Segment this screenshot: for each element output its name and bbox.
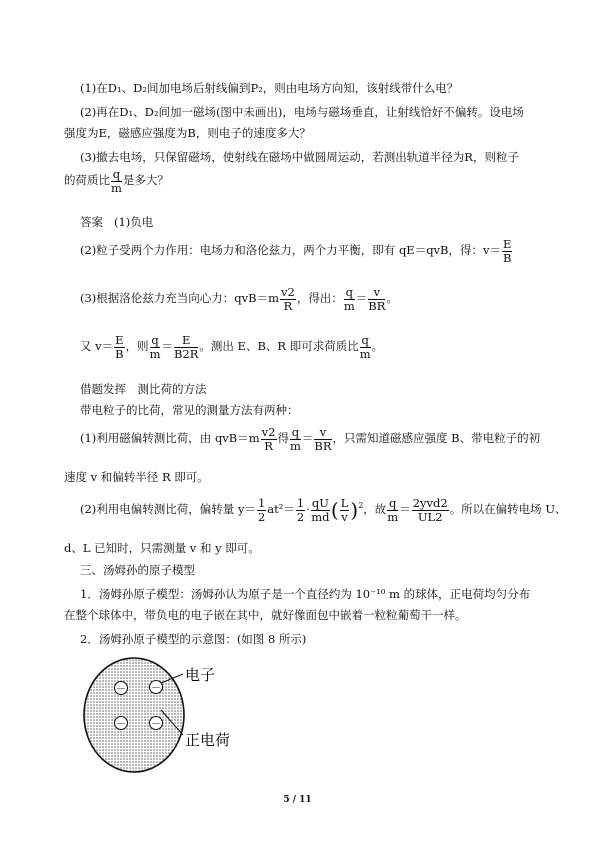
fraction-l-over-v: $\frac{L}{v}$ xyxy=(340,495,349,524)
answer-1: (1)负电 xyxy=(113,215,154,229)
right-paren: ) xyxy=(350,498,359,522)
fraction-one-half: $\frac{1}{2}$ xyxy=(296,495,305,524)
fraction-e-over-b: $\frac{E}{B}$ xyxy=(502,237,512,265)
q3-text-pre: 的荷质比 xyxy=(64,173,110,188)
fraction-v-over-br: $\frac{v}{BR}$ xyxy=(314,425,332,453)
question-2-line-1: (2)再在D₁、D₂间加一磁场(图中未画出)，电场与磁场垂直，让射线恰好不偏转。设电场 xyxy=(80,105,524,119)
electron xyxy=(150,717,163,731)
method-1-line-2: 速度 v 和偏转半径 R 即可。 xyxy=(64,470,209,484)
tip-title: 借题发挥 测比荷的方法 xyxy=(80,382,207,396)
method-2-line-2: d、L 已知时，只需测量 v 和 y 即可。 xyxy=(64,541,260,555)
section-3-heading: 三、汤姆孙的原子模型 xyxy=(80,563,195,577)
fraction-2yvd2-over-ul2: $\frac{\text{2yvd2}}{UL2}$ xyxy=(412,495,448,524)
thomson-atom-model-figure xyxy=(75,650,275,780)
atom-sphere xyxy=(84,658,184,772)
q3-text-post: 是多大？ xyxy=(122,173,169,188)
fraction-q-over-m: $\frac{q}{m}$ xyxy=(111,167,122,195)
label-positive-charge: 正电荷 xyxy=(185,731,231,749)
question-1: (1)在D₁、D₂间加电场后射线偏到P₂，则由电场方向知，该射线带什么电？ xyxy=(80,81,459,95)
exponent-two: 2 xyxy=(358,501,364,511)
fraction-v-over-br: $\frac{v}{BR}$ xyxy=(368,285,386,313)
fraction-v2-over-r: $\frac{v2}{R}$ xyxy=(261,425,276,453)
electron xyxy=(150,681,163,695)
fraction-one-half: $\frac{1}{2}$ xyxy=(257,495,266,524)
paragraph-1-line-1: 1．汤姆孙原子模型：汤姆孙认为原子是一个直径约为 10⁻¹⁰ m 的球体，正电荷均匀分布 xyxy=(80,587,531,601)
page-number: 5 / 11 xyxy=(283,795,312,805)
fraction-q-over-m: $\frac{q}{m}$ xyxy=(343,285,355,313)
paragraph-1-line-2: 在整个球体中，带负电的电子嵌在其中，就好像面包中嵌着一粒粒葡萄干一样。 xyxy=(64,608,467,622)
electron xyxy=(115,682,128,696)
answer-line xyxy=(80,214,153,230)
method-2: (2)利用电偏转测比荷，偏转量 y＝ $\frac{1}{2}$ at²＝ $\frac{1}{2}$ · $\frac{qU}{md}$ ( $\frac{L}{v}$ )$^2$，故 $\frac{q}{m}$ ＝ $\frac{\text{2yvd2}}{UL2}$ 。所以在偏转电场 U、 xyxy=(80,495,567,524)
answer-2: (2)粒子受两个力作用：电场力和洛伦兹力，两个力平衡，即有 qE＝qvB，得：v＝ $\frac{E}{B}$ xyxy=(80,237,512,265)
fraction-e-over-b2r: $\frac{E}{B2R}$ xyxy=(173,333,199,361)
method-1: (1)利用磁偏转测比荷，由 qvB＝m $\frac{v2}{R}$ 得 $\frac{q}{m}$ ＝ $\frac{v}{BR}$ ，只需知道磁感应强度 B、带电粒子的初 xyxy=(80,425,541,453)
fraction-e-over-b: $\frac{E}{B}$ xyxy=(115,333,124,361)
svg-text:－: － xyxy=(151,719,161,730)
svg-text:－: － xyxy=(116,719,126,730)
question-3-line-2 xyxy=(64,168,169,194)
left-paren: ( xyxy=(330,498,339,522)
answer-label: 答案 xyxy=(80,215,103,229)
fraction-q-over-m: $\frac{q}{m}$ xyxy=(359,333,371,361)
fraction-q-over-m: $\frac{q}{m}$ xyxy=(149,333,161,361)
fraction-q-over-m: $\frac{q}{m}$ xyxy=(290,425,301,453)
paragraph-2: 2．汤姆孙原子模型的示意图：(如图 8 所示) xyxy=(80,632,307,646)
answer-3: (3)根据洛伦兹力充当向心力：qvB＝m $\frac{v2}{R}$ ，得出： $\frac{q}{m}$ ＝ $\frac{v}{BR}$ 。 xyxy=(80,285,398,313)
fraction-qu-over-md: $\frac{qU}{md}$ xyxy=(311,495,330,524)
svg-text:－: － xyxy=(151,683,161,694)
svg-text:－: － xyxy=(116,684,126,695)
tip-intro: 带电粒子的比荷，常见的测量方法有两种： xyxy=(80,403,299,417)
fraction-v2-over-r: $\frac{v2}{R}$ xyxy=(281,285,295,313)
question-3-line-1: (3)撤去电场，只保留磁场，使射线在磁场中做圆周运动，若测出轨道半径为R，则粒子 xyxy=(80,150,519,164)
label-electron: 电子 xyxy=(185,666,216,684)
question-2-line-2: 强度为E，磁感应强度为B，则电子的速度多大？ xyxy=(64,126,311,140)
answer-4: 又 v＝ $\frac{E}{B}$ ，则 $\frac{q}{m}$ ＝ $\frac{E}{B2R}$ 。测出 E、B、R 即可求荷质比 $\frac{q}{m}$ 。 xyxy=(80,333,384,361)
electron xyxy=(115,717,128,731)
fraction-q-over-m: $\frac{q}{m}$ xyxy=(387,495,399,524)
